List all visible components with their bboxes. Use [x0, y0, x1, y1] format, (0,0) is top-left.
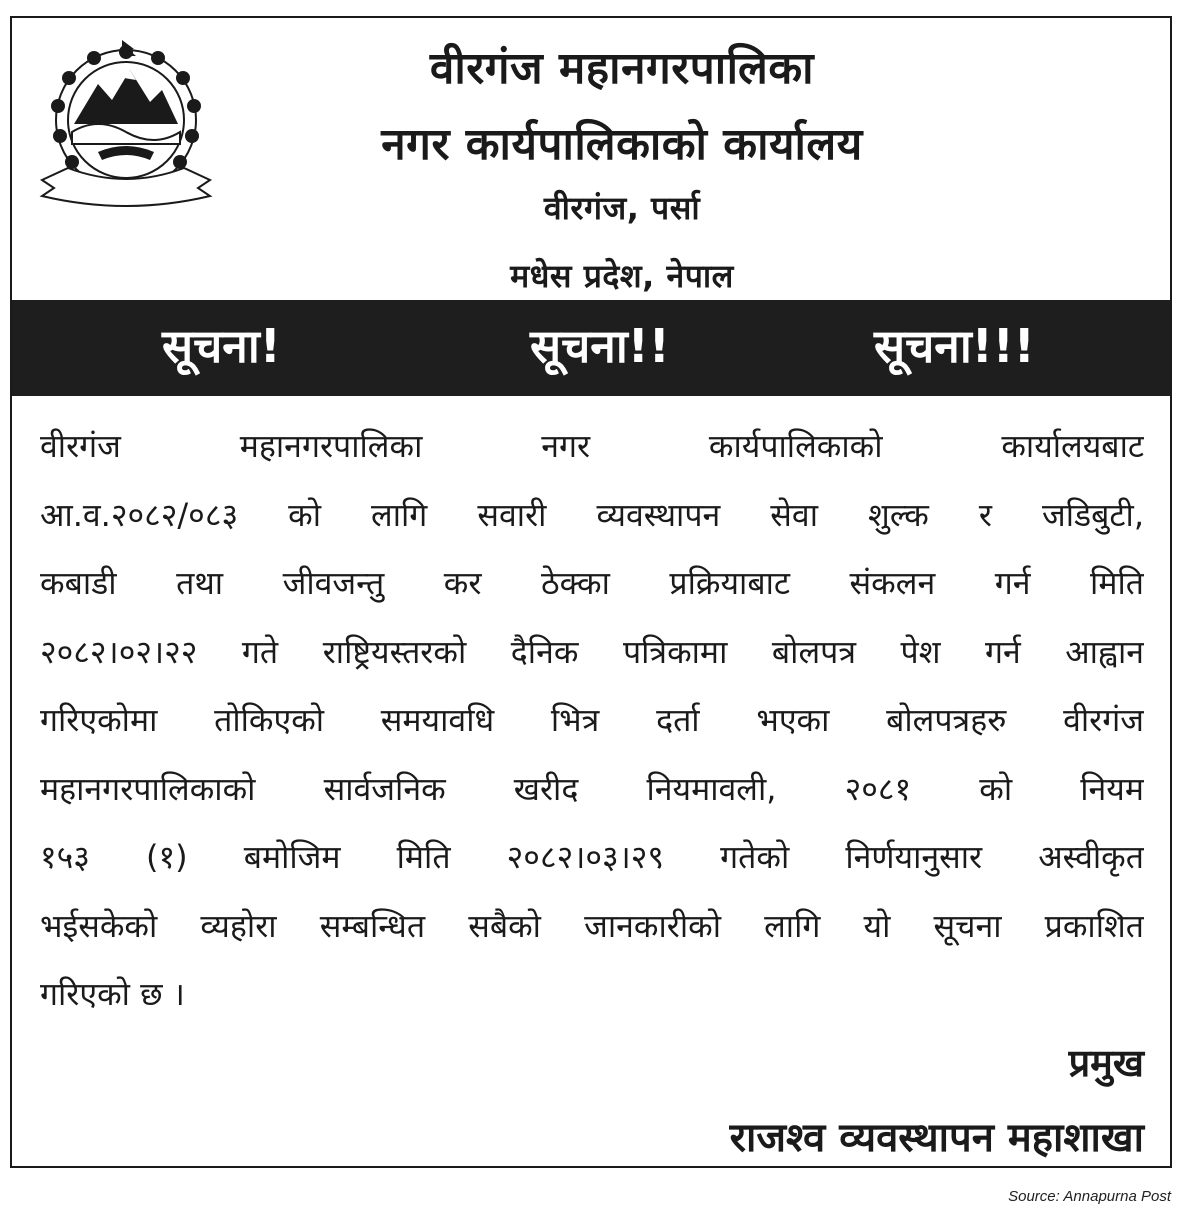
office-location: वीरगंज, पर्सा	[543, 189, 701, 227]
source-credit: Source: Annapurna Post	[1008, 1188, 1171, 1205]
signature-title: प्रमुख	[1068, 1041, 1144, 1085]
body-line: गरिएको छ ।	[40, 975, 185, 1013]
notice-banner	[12, 300, 1170, 396]
body-line: २०८२।०२।२२ गते राष्ट्रियस्तरको दैनिक पत्रिकामा बोलपत्र पेश गर्न आह्वान	[40, 632, 1144, 671]
notice-body	[40, 412, 1144, 1029]
municipality-name: वीरगंज महानगरपालिका	[429, 43, 815, 94]
nepal-government-emblem-icon	[38, 40, 214, 208]
office-name: नगर कार्यपालिकाको कार्यालय	[381, 119, 863, 170]
notice-frame	[10, 16, 1172, 1168]
body-line: गरिएकोमा तोकिएको समयावधि भित्र दर्ता भएका बोलपत्रहरु वीरगंज	[40, 701, 1144, 739]
body-line: १५३ (१) बमोजिम मिति २०८२।०३।२९ गतेको निर्णयानुसार अस्वीकृत	[40, 838, 1144, 876]
signature-department: राजश्व व्यवस्थापन महाशाखा	[729, 1115, 1144, 1161]
banner-word-2: सूचना!!	[530, 319, 670, 373]
body-line: महानगरपालिकाको सार्वजनिक खरीद नियमावली, २०८१ को नियम	[40, 769, 1144, 808]
body-line: वीरगंज महानगरपालिका नगर कार्यपालिकाको कार्यालयबाट	[40, 427, 1144, 465]
body-line: कबाडी तथा जीवजन्तु कर ठेक्का प्रक्रियाबाट संकलन गर्न मिति	[40, 564, 1144, 602]
banner-word-3: सूचना!!!	[874, 319, 1035, 373]
province-country: मधेस प्रदेश, नेपाल	[510, 257, 734, 295]
body-line: आ.व.२०८२/०८३ को लागि सवारी व्यवस्थापन सेवा शुल्क र जडिबुटी,	[40, 495, 1144, 534]
notice-header	[12, 18, 1170, 300]
body-line: भईसकेको व्यहोरा सम्बन्धित सबैको जानकारीको लागि यो सूचना प्रकाशित	[40, 906, 1144, 945]
banner-word-1: सूचना!	[162, 319, 281, 373]
